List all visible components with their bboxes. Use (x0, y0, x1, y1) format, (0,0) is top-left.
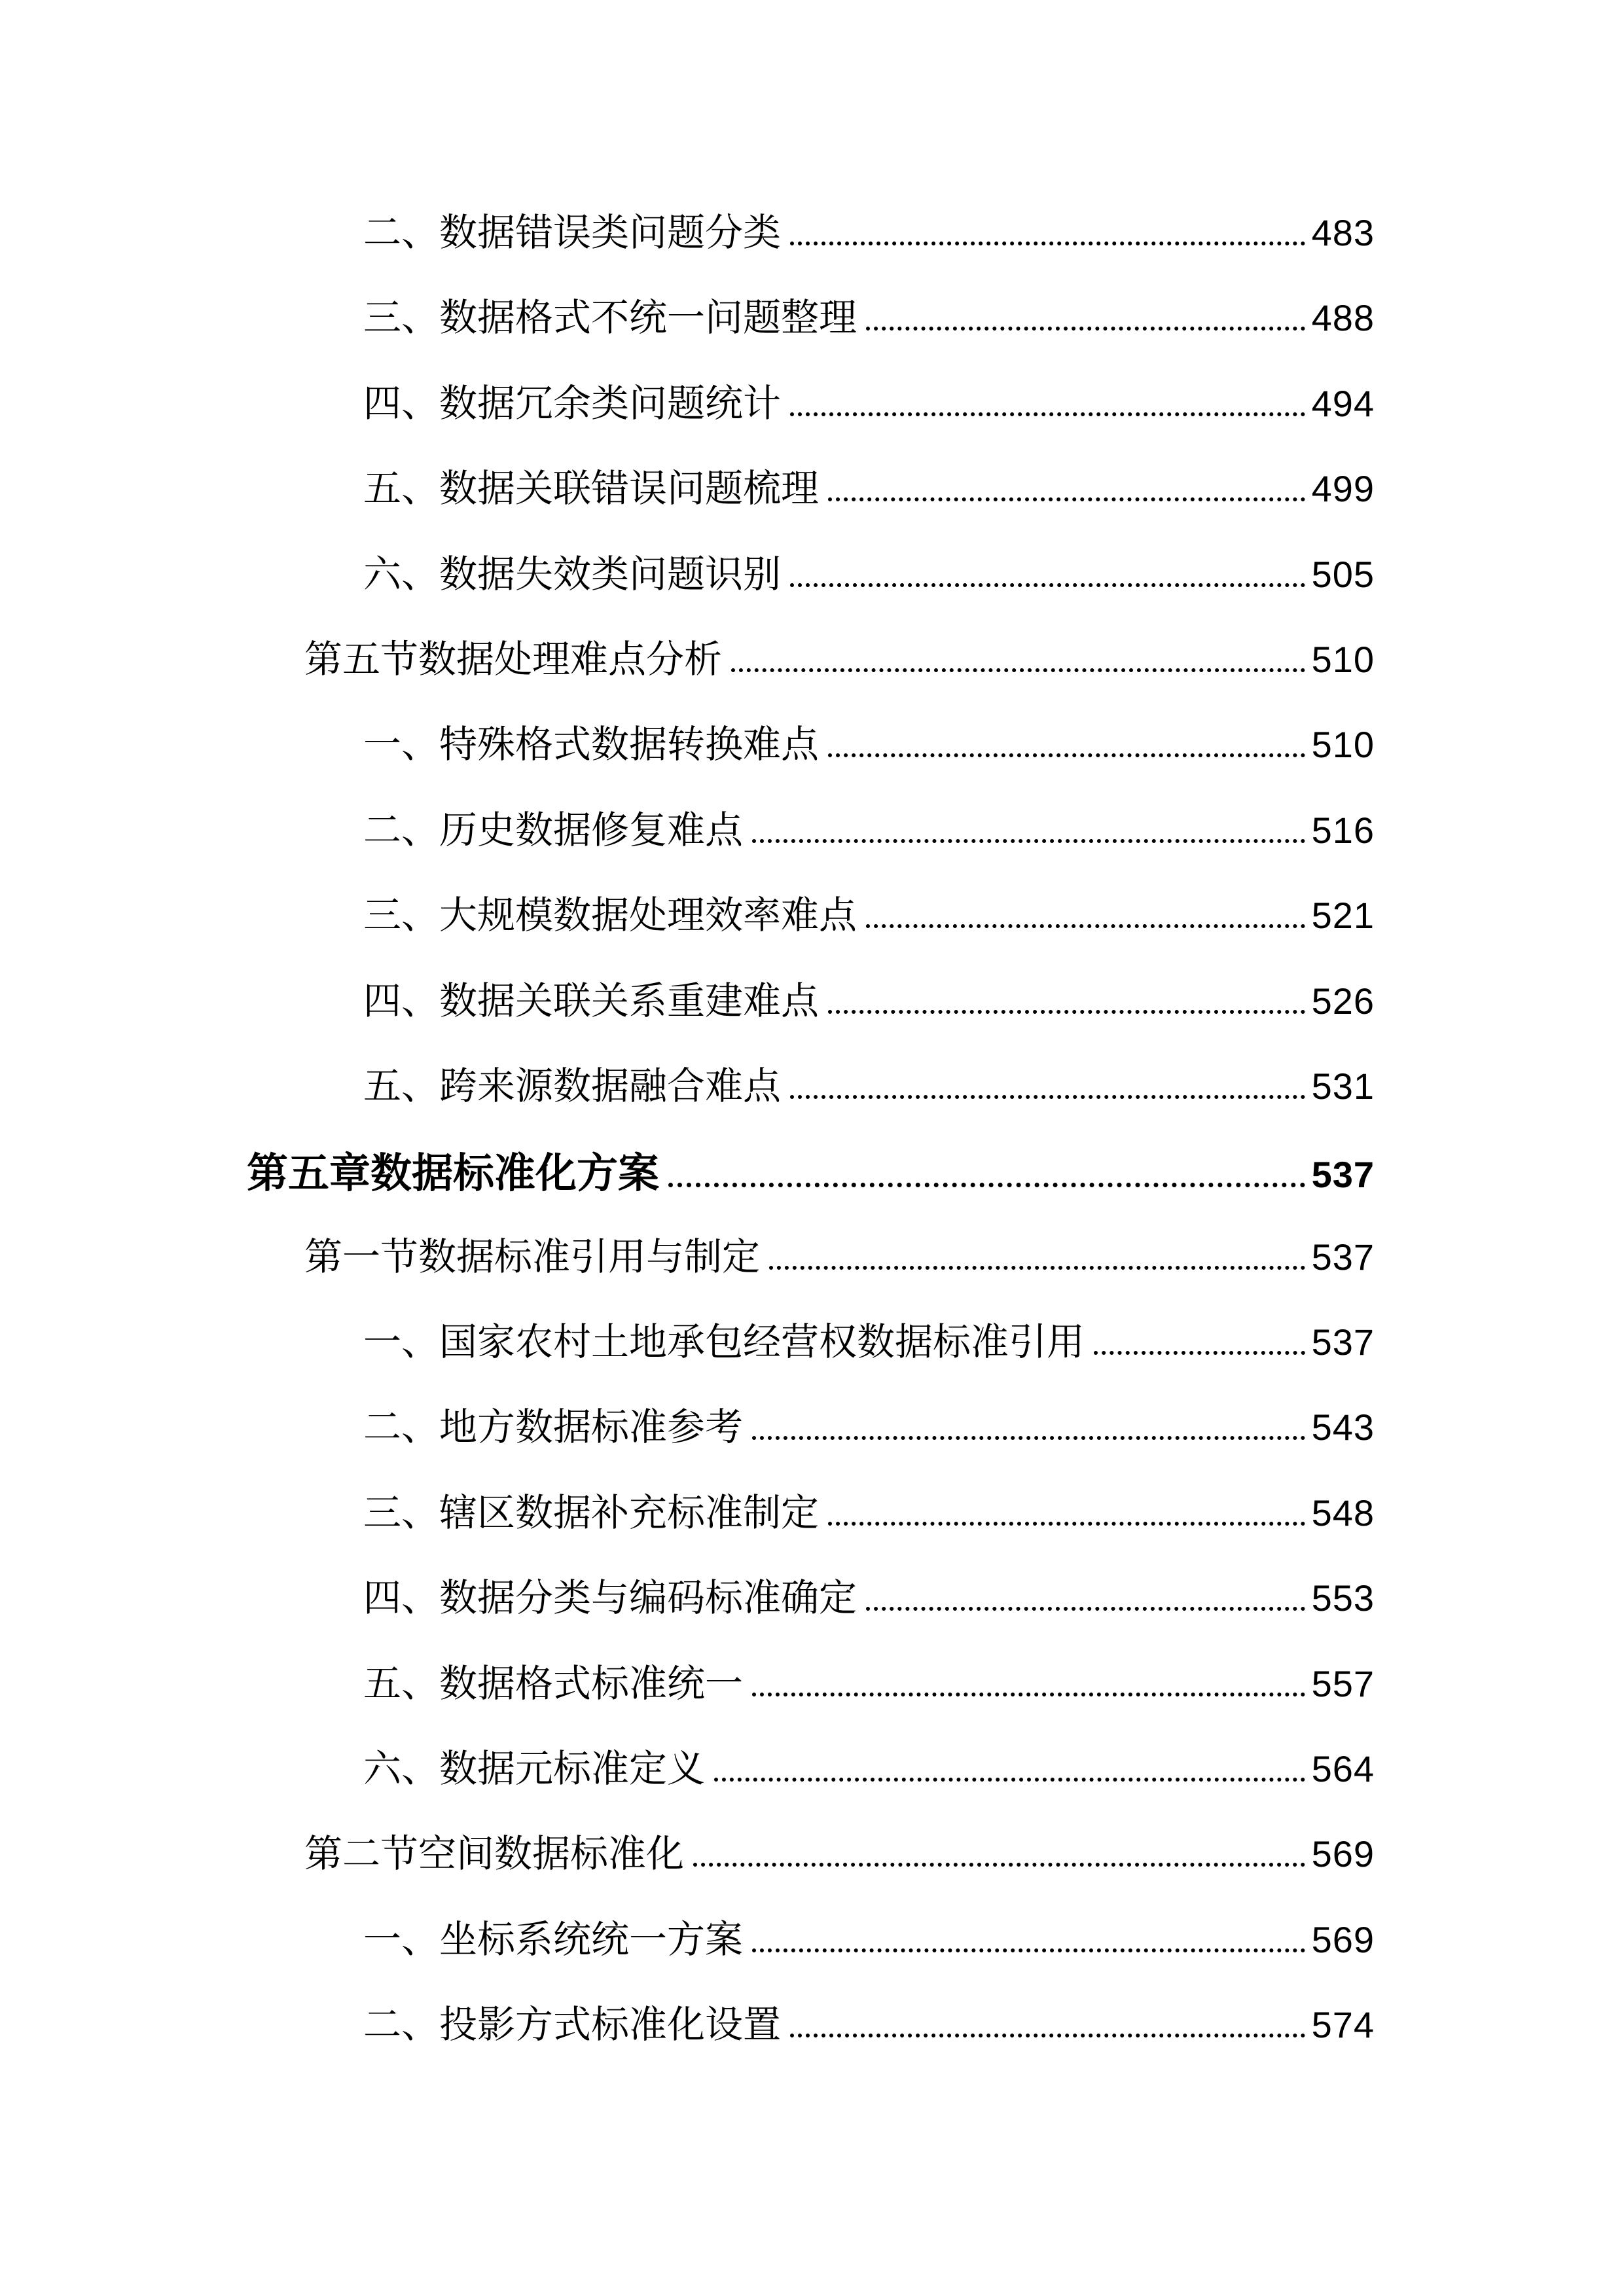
toc-entry-page: 569 (1311, 1918, 1375, 1960)
toc-dot-leader (790, 411, 1305, 416)
toc-entry[interactable] (0, 1644, 1375, 1729)
toc-dot-leader (866, 923, 1305, 928)
toc-entry-page: 516 (1311, 809, 1375, 851)
toc-entry-page: 521 (1311, 895, 1375, 937)
toc-entry-page: 531 (1311, 1065, 1375, 1107)
toc-dot-leader (790, 1094, 1305, 1099)
toc-entry-label: 四、数据关联关系重建难点 (363, 979, 820, 1022)
toc-dot-leader (693, 1861, 1305, 1867)
toc-entry-label: 五、跨来源数据融合难点 (363, 1064, 782, 1107)
toc-entry-label: 四、数据冗余类问题统计 (363, 382, 782, 425)
toc-entry-label: 二、历史数据修复难点 (363, 808, 744, 852)
toc-dot-leader (828, 496, 1305, 501)
toc-entry-page: 543 (1311, 1407, 1375, 1448)
toc-entry-page: 488 (1311, 297, 1375, 339)
toc-entry-page: 537 (1311, 1236, 1375, 1278)
toc-entry-page: 537 (1311, 1154, 1375, 1196)
toc-dot-leader (668, 1181, 1305, 1187)
toc-dot-leader (752, 1947, 1305, 1952)
toc-dot-leader (752, 1691, 1305, 1696)
toc-entry-label: 六、数据失效类问题识别 (363, 552, 782, 596)
table-of-contents (0, 193, 1624, 2071)
toc-entry-page: 505 (1311, 553, 1375, 595)
toc-entry[interactable] (0, 1047, 1375, 1132)
toc-dot-leader (866, 1605, 1305, 1611)
toc-entry[interactable] (0, 1900, 1375, 1985)
toc-entry-label: 第五章数据标准化方案 (247, 1151, 659, 1197)
toc-entry-page: 494 (1311, 382, 1375, 424)
toc-dot-leader (1094, 1350, 1305, 1355)
toc-entry-page: 548 (1311, 1492, 1375, 1534)
toc-entry[interactable] (0, 278, 1375, 363)
toc-entry-page: 553 (1311, 1577, 1375, 1619)
toc-dot-leader (714, 1776, 1305, 1782)
toc-entry-label: 五、数据格式标准统一 (363, 1662, 744, 1705)
toc-entry-page: 557 (1311, 1662, 1375, 1704)
toc-entry[interactable] (0, 364, 1375, 449)
toc-entry-label: 一、坐标系统统一方案 (363, 1918, 744, 1961)
toc-dot-leader (731, 667, 1305, 672)
toc-entry-label: 三、辖区数据补充标准制定 (363, 1491, 820, 1534)
toc-entry-label: 六、数据元标准定义 (363, 1748, 706, 1791)
toc-dot-leader (752, 1435, 1305, 1440)
toc-entry[interactable] (0, 1814, 1375, 1899)
toc-entry-label: 第五节数据处理难点分析 (304, 637, 723, 681)
toc-entry-label: 一、国家农村土地承包经营权数据标准引用 (363, 1321, 1085, 1364)
toc-entry-label: 三、大规模数据处理效率难点 (363, 894, 857, 937)
toc-dot-leader (790, 2032, 1305, 2037)
toc-entry-page: 537 (1311, 1321, 1375, 1363)
toc-entry[interactable] (0, 1302, 1375, 1388)
toc-entry-label: 四、数据分类与编码标准确定 (363, 1577, 857, 1620)
toc-entry-page: 510 (1311, 638, 1375, 680)
toc-entry[interactable] (0, 1473, 1375, 1558)
toc-entry-label: 第一节数据标准引用与制定 (304, 1235, 761, 1278)
toc-entry-label: 一、特殊格式数据转换难点 (363, 723, 820, 766)
toc-entry-page: 483 (1311, 212, 1375, 253)
toc-entry-page: 510 (1311, 724, 1375, 766)
toc-dot-leader (790, 240, 1305, 245)
toc-dot-leader (769, 1265, 1305, 1270)
toc-dot-leader (828, 1009, 1305, 1014)
toc-dot-leader (828, 752, 1305, 757)
toc-entry-label: 二、地方数据标准参考 (363, 1406, 744, 1449)
toc-entry-label: 第二节空间数据标准化 (304, 1833, 685, 1876)
toc-entry[interactable] (0, 961, 1375, 1047)
toc-entry-label: 二、投影方式标准化设置 (363, 2003, 782, 2047)
toc-entry[interactable] (0, 193, 1375, 278)
toc-entry[interactable] (0, 1558, 1375, 1643)
toc-entry[interactable] (0, 449, 1375, 534)
toc-entry-label: 二、数据错误类问题分类 (363, 211, 782, 254)
toc-entry-page: 499 (1311, 468, 1375, 510)
toc-entry-page: 564 (1311, 1748, 1375, 1790)
toc-entry[interactable] (0, 620, 1375, 705)
toc-entry-label: 五、数据关联错误问题梳理 (363, 467, 820, 511)
toc-entry-label: 三、数据格式不统一问题整理 (363, 296, 857, 340)
toc-entry-page: 569 (1311, 1833, 1375, 1875)
toc-entry[interactable] (0, 1388, 1375, 1473)
toc-entry[interactable] (0, 1217, 1375, 1302)
toc-dot-leader (790, 582, 1305, 587)
toc-entry[interactable] (0, 535, 1375, 620)
toc-entry[interactable] (0, 876, 1375, 961)
toc-entry-page: 526 (1311, 980, 1375, 1022)
toc-dot-leader (752, 838, 1305, 843)
toc-entry[interactable] (0, 791, 1375, 876)
toc-dot-leader (828, 1520, 1305, 1526)
toc-dot-leader (866, 325, 1305, 331)
toc-entry[interactable] (0, 705, 1375, 790)
toc-entry[interactable] (0, 1985, 1375, 2070)
toc-entry-page: 574 (1311, 2004, 1375, 2046)
toc-entry[interactable] (0, 1729, 1375, 1814)
toc-entry[interactable] (0, 1132, 1375, 1217)
